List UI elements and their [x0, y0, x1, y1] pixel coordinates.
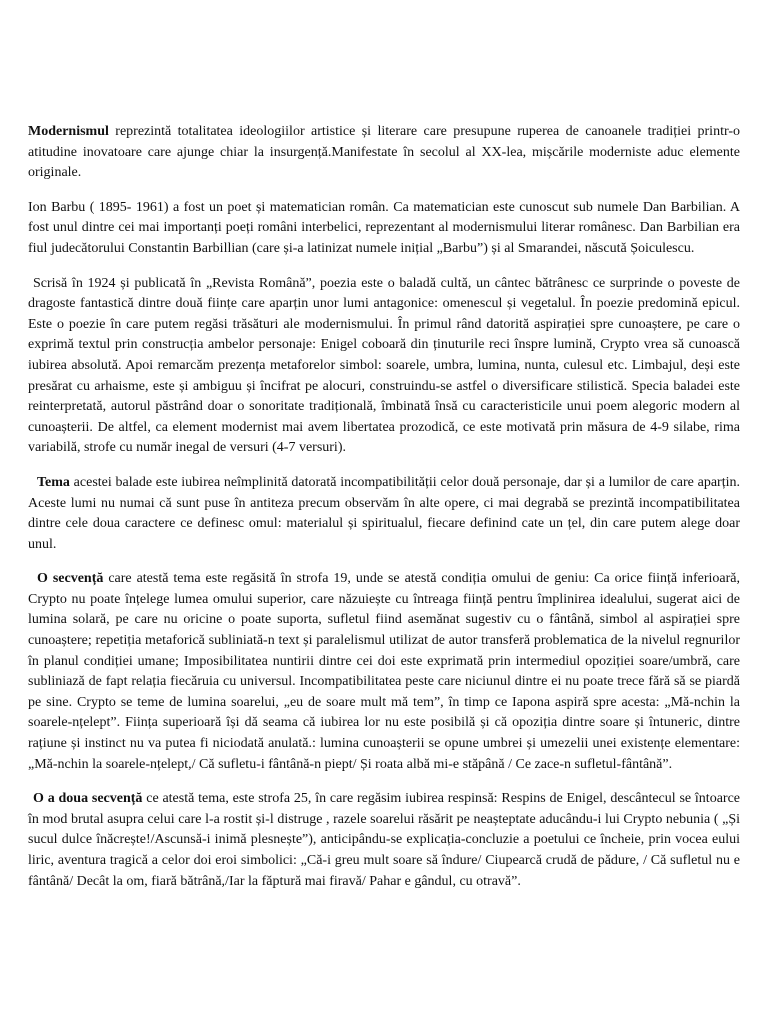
- document-page: [28, 122, 740, 906]
- paragraph-theme: [28, 473, 740, 555]
- paragraph-text: Ion Barbu ( 1895- 1961) a fost un poet și matematician român. Ca matematician este cunoscut sub numele Dan Barbilian. A fost unul dintre cei mai importanți poeți români interbelici, reprezentant al modernismului literar românesc. Dan Barbilian era fiul judecătorului Constantin Barbillian (care și-a latinizat numele inițial „Barbu”) și al Smarandei, născută Șoiculescu.: [28, 199, 740, 256]
- term-o-a-doua-secventa: O a doua secvență: [33, 791, 143, 807]
- paragraph-text: Scrisă în 1924 și publicată în „Revista Română”, poezia este o baladă cultă, un cântec bătrânesc ce surprinde o poveste de dragoste fantastică dintre două ființe care aparțin unor lumi antagonice: omenescul și vegetalul. În poezie predomină epicul. Este o poezie în care putem regăsi trăsături ale modernismului. În primul rând datorită aspirației spre cunoaștere, pe care o exprimă textul prin construcția ambelor personaje: Enigel coboară din ținuturile reci înspre lumină, Crypto vrea să cunoască iubirea absolută. Apoi remarcăm prezența metaforelor simbol: soarele, umbra, lumina, nunta, culesul etc. Limbajul, deși este presărat cu arhaisme, este și ambiguu și încifrat pe alocuri, construindu-se astfel o diversificare stilistică. Specia baladei este reinterpretată, autorul păstrând doar o sonoritate tradițională, îmbinată însă cu caracteristicile unui poem alegoric modern al cunoașterii. De altfel, ca element modernist mai avem libertatea prozodică, ce este motivată prin măsura de 4-9 silabe, rima variabilă, strofe cu număr inegal de versuri (4-7 versuri).: [28, 275, 740, 456]
- paragraph-text: reprezintă totalitatea ideologiilor artistice și literare care presupune ruperea de canoanele tradiției printr-o atitudine inovatoare care ajunge chiar la insurgență.Manifestate în secolul al XX-lea, mișcările moderniste aduc elemente originale.: [28, 124, 740, 181]
- paragraph-text: acestei balade este iubirea neîmplinită datorată incompatibilității celor două personaje, dar și a lumilor de care aparțin. Aceste lumi nu numai că sunt puse în antiteza precum observăm în alte opere, ci mai degrabă se prezintă incompatibilitatea dintre cele doua caractere ce definesc omul: materialul și spiritualul, fiecare definind cate un țel, din care putem alege doar unul.: [28, 474, 740, 552]
- paragraph-second-sequence: [28, 789, 740, 892]
- term-o-secventa: O secvență: [37, 571, 104, 587]
- paragraph-author-biography: [28, 198, 740, 260]
- paragraph-poem-context: [28, 274, 740, 459]
- paragraph-modernism-definition: [28, 122, 740, 184]
- term-tema: Tema: [37, 474, 70, 490]
- paragraph-text: care atestă tema este regăsită în strofa 19, unde se atestă condiția omului de geniu: Ca orice ființă inferioară, Crypto nu poate înțelege lumea omului superior, care năzuiește cu întreaga ființă pentru împlinirea idealului, sugerat aici de lumina solară, pe care nu oricine o poate suporta, sufletul fiind asemănat sugestiv cu o fântână, simbol al aspirației spre cunoaștere; repetiția metaforică subliniată-n text și paralelismul utilizat de autor transferă problematica de la nivelul regnurilor în planul condiției umane; Imposibilitatea nuntirii dintre cei doi este exprimată prin intermediul opoziției soare/umbră, care subliniază de fapt relația fiecăruia cu universul. Incompatibilitatea peste care niciunul dintre ei nu poate trece fără să se piardă pe sine. Crypto se teme de lumina soarelui, „eu de soare mult mă tem”, în timp ce Iapona aspiră spre acesta: „Mă-nchin la soarele-nțelept”. Ființa superioară își dă seama că iubirea lor nu este posibilă și că opoziția dintre soare și întuneric, dintre rațiune și instinct nu va putea fi niciodată anulată.: lumina cunoașterii se opune umbrei și umezelii unei existențe elementare: „Mă-nchin la soarele-nțelept,/ Că sufletu-i fântână-n piept/ Și roata albă mi-e stăpână / Ce zace-n sufletul-fântână”.: [28, 571, 740, 772]
- paragraph-first-sequence: [28, 569, 740, 775]
- term-modernismul: Modernismul: [28, 124, 109, 139]
- paragraph-text: ce atestă tema, este strofa 25, în care regăsim iubirea respinsă: Respins de Enigel, descântecul se întoarce în mod brutal asupra celui care l-a rostit și-l distruge , razele soarelui răsărit pe neașteptate aducându-i lui Crypto nebunia ( „Și sucul dulce înăcrește!/Ascunsă-i inimă plesnește”), anticipându-se explicația-concluzie a poetului ce încheie, prin vocea eului liric, aventura tragică a celor doi eroi simbolici: „Că-i greu mult soare să îndure/ Ciupearcă crudă de pădure, / Că sufletul nu e fântână/ Decât la om, fiară bătrână,/Iar la făptură mai firavă/ Pahar e gândul, cu otravă”.: [28, 791, 741, 889]
